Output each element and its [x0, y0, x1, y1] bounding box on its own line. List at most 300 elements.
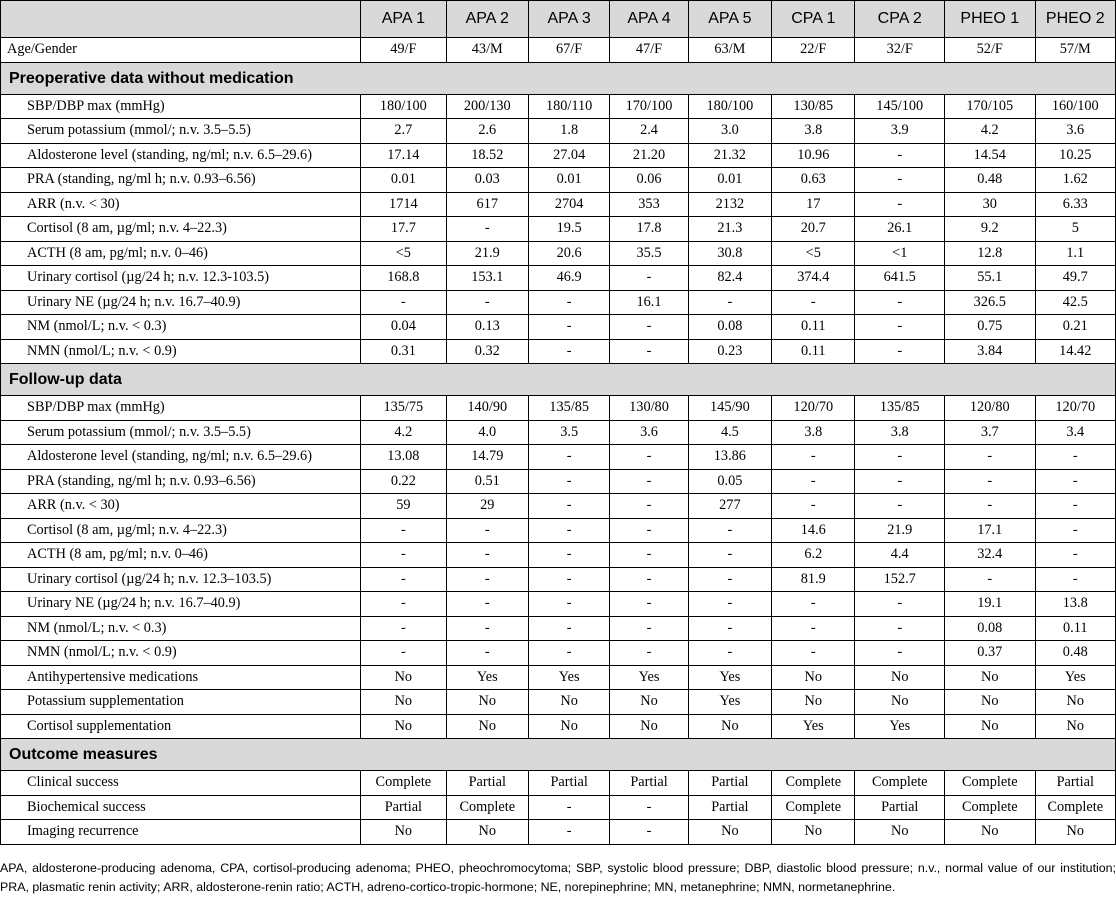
table-cell: Complete	[1035, 795, 1115, 820]
table-cell: -	[528, 616, 609, 641]
table-cell: 19.1	[945, 592, 1036, 617]
table-cell: -	[446, 641, 528, 666]
table-cell: No	[688, 820, 771, 845]
table-cell: No	[855, 665, 945, 690]
table-cell: 0.75	[945, 315, 1036, 340]
table-cell: Yes	[528, 665, 609, 690]
table-row	[1, 469, 1116, 494]
table-cell: -	[528, 445, 609, 470]
table-cell: 0.11	[772, 339, 855, 364]
table-cell: Complete	[446, 795, 528, 820]
table-cell: 1.1	[1035, 241, 1115, 266]
table-cell: -	[528, 795, 609, 820]
table-cell: 0.13	[446, 315, 528, 340]
table-cell: 35.5	[610, 241, 688, 266]
section-title: Preoperative data without medication	[1, 62, 1116, 94]
table-cell: 140/90	[446, 396, 528, 421]
row-label: Urinary NE (µg/24 h; n.v. 16.7–40.9)	[1, 290, 361, 315]
table-cell: 6.2	[772, 543, 855, 568]
table-cell: Yes	[688, 665, 771, 690]
table-cell: 130/85	[772, 94, 855, 119]
row-label: SBP/DBP max (mmHg)	[1, 396, 361, 421]
row-label: Urinary cortisol (µg/24 h; n.v. 12.3–103.5)	[1, 567, 361, 592]
table-cell: No	[446, 690, 528, 715]
table-cell: -	[772, 290, 855, 315]
table-cell: -	[610, 616, 688, 641]
table-body	[1, 38, 1116, 845]
table-cell: 30	[945, 192, 1036, 217]
table-cell: -	[361, 641, 446, 666]
table-cell: 16.1	[610, 290, 688, 315]
table-cell: <5	[361, 241, 446, 266]
table-cell: 326.5	[945, 290, 1036, 315]
table-cell: -	[772, 616, 855, 641]
table-cell: 21.9	[446, 241, 528, 266]
table-cell: 63/M	[688, 38, 771, 63]
table-cell: 81.9	[772, 567, 855, 592]
table-cell: 32/F	[855, 38, 945, 63]
row-label: NM (nmol/L; n.v. < 0.3)	[1, 315, 361, 340]
table-cell: 55.1	[945, 266, 1036, 291]
section-header-row	[1, 62, 1116, 94]
table-cell: 32.4	[945, 543, 1036, 568]
table-cell: -	[855, 592, 945, 617]
row-label: Potassium supplementation	[1, 690, 361, 715]
row-label: Aldosterone level (standing, ng/ml; n.v. 6.5–29.6)	[1, 445, 361, 470]
table-cell: 277	[688, 494, 771, 519]
table-cell: -	[528, 592, 609, 617]
table-cell: -	[1035, 543, 1115, 568]
table-cell: No	[772, 820, 855, 845]
table-cell: 145/90	[688, 396, 771, 421]
header-corner-cell	[1, 1, 361, 38]
table-cell: No	[446, 714, 528, 739]
table-cell: 20.7	[772, 217, 855, 242]
table-cell: -	[528, 518, 609, 543]
table-cell: 0.48	[1035, 641, 1115, 666]
table-cell: -	[446, 592, 528, 617]
table-cell: 0.11	[772, 315, 855, 340]
row-label: ACTH (8 am, pg/ml; n.v. 0–46)	[1, 543, 361, 568]
table-cell: No	[446, 820, 528, 845]
table-cell: 153.1	[446, 266, 528, 291]
table-cell: Complete	[945, 771, 1036, 796]
table-cell: 13.8	[1035, 592, 1115, 617]
table-cell: 0.51	[446, 469, 528, 494]
table-cell: -	[361, 543, 446, 568]
table-cell: 4.2	[945, 119, 1036, 144]
table-cell: -	[772, 494, 855, 519]
row-label: ARR (n.v. < 30)	[1, 494, 361, 519]
table-cell: -	[855, 641, 945, 666]
table-cell: 14.6	[772, 518, 855, 543]
table-row	[1, 543, 1116, 568]
table-cell: 3.5	[528, 420, 609, 445]
table-cell: -	[610, 494, 688, 519]
table-cell: No	[1035, 690, 1115, 715]
table-cell: Yes	[446, 665, 528, 690]
table-cell: Yes	[772, 714, 855, 739]
table-cell: No	[945, 665, 1036, 690]
table-cell: Complete	[772, 771, 855, 796]
table-cell: <5	[772, 241, 855, 266]
table-cell: 21.9	[855, 518, 945, 543]
table-cell: Partial	[610, 771, 688, 796]
table-cell: -	[855, 315, 945, 340]
table-cell: -	[688, 567, 771, 592]
row-label: Clinical success	[1, 771, 361, 796]
table-cell: 9.2	[945, 217, 1036, 242]
table-cell: 170/105	[945, 94, 1036, 119]
column-header: APA 5	[688, 1, 771, 38]
table-cell: -	[945, 445, 1036, 470]
table-cell: -	[528, 543, 609, 568]
table-cell: -	[528, 469, 609, 494]
table-cell: No	[361, 820, 446, 845]
table-cell: -	[688, 518, 771, 543]
table-cell: -	[610, 315, 688, 340]
table-row	[1, 641, 1116, 666]
row-label: Cortisol supplementation	[1, 714, 361, 739]
table-footnote: APA, aldosterone-producing adenoma, CPA, cortisol-producing adenoma; PHEO, pheochromocytoma; SBP, systolic blood pressure; DBP, diastolic blood pressure; n.v., normal value of our institution; PRA, plasmatic renin activity; ARR, aldosterone-renin ratio; ACTH, adreno-cortico-tropic-hormone; NE, norepinephrine; MN, metanephrine; NMN, normetanephrine.	[0, 861, 1116, 894]
column-header: CPA 2	[855, 1, 945, 38]
table-cell: -	[688, 543, 771, 568]
table-cell: 135/85	[528, 396, 609, 421]
table-cell: -	[772, 592, 855, 617]
table-cell: -	[528, 820, 609, 845]
table-cell: Complete	[772, 795, 855, 820]
table-cell: -	[610, 567, 688, 592]
table-cell: -	[855, 339, 945, 364]
table-cell: 3.6	[610, 420, 688, 445]
table-cell: -	[610, 469, 688, 494]
table-cell: 200/130	[446, 94, 528, 119]
table-cell: 49.7	[1035, 266, 1115, 291]
column-header: PHEO 1	[945, 1, 1036, 38]
table-cell: -	[1035, 494, 1115, 519]
table-cell: -	[688, 592, 771, 617]
table-cell: -	[610, 592, 688, 617]
table-cell: 120/70	[772, 396, 855, 421]
column-header: APA 3	[528, 1, 609, 38]
row-label: Imaging recurrence	[1, 820, 361, 845]
table-row	[1, 396, 1116, 421]
table-cell: No	[361, 690, 446, 715]
row-label: NMN (nmol/L; n.v. < 0.9)	[1, 339, 361, 364]
column-header: PHEO 2	[1035, 1, 1115, 38]
table-cell: 21.3	[688, 217, 771, 242]
table-cell: 17.1	[945, 518, 1036, 543]
table-cell: 3.4	[1035, 420, 1115, 445]
row-label: Serum potassium (mmol/; n.v. 3.5–5.5)	[1, 420, 361, 445]
table-cell: -	[610, 339, 688, 364]
table-cell: 19.5	[528, 217, 609, 242]
table-cell: 27.04	[528, 143, 609, 168]
table-cell: 17.7	[361, 217, 446, 242]
table-cell: 120/80	[945, 396, 1036, 421]
column-header: APA 2	[446, 1, 528, 38]
table-cell: -	[945, 469, 1036, 494]
table-cell: 22/F	[772, 38, 855, 63]
table-cell: -	[528, 290, 609, 315]
table-cell: 0.11	[1035, 616, 1115, 641]
table-row	[1, 217, 1116, 242]
table-cell: 3.6	[1035, 119, 1115, 144]
table-cell: 0.63	[772, 168, 855, 193]
table-cell: 0.31	[361, 339, 446, 364]
table-cell: -	[855, 168, 945, 193]
table-cell: Complete	[855, 771, 945, 796]
table-cell: -	[446, 290, 528, 315]
table-row	[1, 290, 1116, 315]
row-label: Cortisol (8 am, µg/ml; n.v. 4–22.3)	[1, 518, 361, 543]
row-label: SBP/DBP max (mmHg)	[1, 94, 361, 119]
table-cell: 135/85	[855, 396, 945, 421]
table-cell: Partial	[688, 795, 771, 820]
table-cell: 30.8	[688, 241, 771, 266]
table-cell: -	[610, 266, 688, 291]
row-label: Antihypertensive medications	[1, 665, 361, 690]
table-cell: 0.05	[688, 469, 771, 494]
table-cell: 0.21	[1035, 315, 1115, 340]
row-label: NMN (nmol/L; n.v. < 0.9)	[1, 641, 361, 666]
row-label: Urinary NE (µg/24 h; n.v. 16.7–40.9)	[1, 592, 361, 617]
table-cell: 130/80	[610, 396, 688, 421]
table-cell: No	[945, 690, 1036, 715]
table-cell: -	[446, 616, 528, 641]
row-label: NM (nmol/L; n.v. < 0.3)	[1, 616, 361, 641]
table-cell: 180/110	[528, 94, 609, 119]
table-row	[1, 690, 1116, 715]
table-cell: 641.5	[855, 266, 945, 291]
table-cell: No	[688, 714, 771, 739]
table-cell: 152.7	[855, 567, 945, 592]
table-cell: -	[446, 567, 528, 592]
table-row	[1, 143, 1116, 168]
table-cell: Yes	[1035, 665, 1115, 690]
table-cell: No	[528, 690, 609, 715]
table-row	[1, 795, 1116, 820]
table-cell: -	[446, 217, 528, 242]
table-cell: 59	[361, 494, 446, 519]
table-cell: 10.25	[1035, 143, 1115, 168]
table-cell: -	[855, 192, 945, 217]
table-cell: -	[855, 290, 945, 315]
table-cell: No	[1035, 714, 1115, 739]
table-row	[1, 339, 1116, 364]
table-cell: -	[528, 315, 609, 340]
table-cell: 0.06	[610, 168, 688, 193]
table-row	[1, 567, 1116, 592]
table-cell: 18.52	[446, 143, 528, 168]
table-cell: 0.01	[361, 168, 446, 193]
table-cell: Partial	[688, 771, 771, 796]
row-label: Aldosterone level (standing, ng/ml; n.v. 6.5–29.6)	[1, 143, 361, 168]
table-cell: 46.9	[528, 266, 609, 291]
table-cell: 3.0	[688, 119, 771, 144]
table-cell: 17.8	[610, 217, 688, 242]
row-label: Biochemical success	[1, 795, 361, 820]
table-cell: -	[610, 543, 688, 568]
table-cell: -	[361, 518, 446, 543]
table-cell: 0.48	[945, 168, 1036, 193]
table-cell: 21.32	[688, 143, 771, 168]
table-cell: 20.6	[528, 241, 609, 266]
column-header: CPA 1	[772, 1, 855, 38]
table-cell: -	[855, 469, 945, 494]
table-cell: -	[688, 616, 771, 641]
table-cell: -	[772, 469, 855, 494]
table-cell: No	[528, 714, 609, 739]
table-cell: 1.62	[1035, 168, 1115, 193]
table-cell: Yes	[610, 665, 688, 690]
table-cell: 4.5	[688, 420, 771, 445]
table-cell: 2.6	[446, 119, 528, 144]
table-cell: -	[855, 143, 945, 168]
table-cell: -	[446, 518, 528, 543]
row-label: PRA (standing, ng/ml h; n.v. 0.93–6.56)	[1, 168, 361, 193]
table-header	[1, 1, 1116, 38]
table-cell: 0.22	[361, 469, 446, 494]
table-cell: 3.8	[772, 420, 855, 445]
table-cell: 180/100	[688, 94, 771, 119]
table-cell: 3.9	[855, 119, 945, 144]
table-cell: 120/70	[1035, 396, 1115, 421]
table-cell: 52/F	[945, 38, 1036, 63]
table-cell: Partial	[528, 771, 609, 796]
table-cell: 2704	[528, 192, 609, 217]
table-cell: 12.8	[945, 241, 1036, 266]
row-label: Cortisol (8 am, µg/ml; n.v. 4–22.3)	[1, 217, 361, 242]
table-cell: 1714	[361, 192, 446, 217]
table-cell: 10.96	[772, 143, 855, 168]
table-cell: Partial	[446, 771, 528, 796]
table-cell: -	[772, 641, 855, 666]
header-row	[1, 1, 1116, 38]
row-label: Urinary cortisol (µg/24 h; n.v. 12.3-103.5)	[1, 266, 361, 291]
table-cell: 170/100	[610, 94, 688, 119]
table-cell: 3.8	[772, 119, 855, 144]
table-cell: 26.1	[855, 217, 945, 242]
table-row	[1, 665, 1116, 690]
row-label: ACTH (8 am, pg/ml; n.v. 0–46)	[1, 241, 361, 266]
table-row	[1, 266, 1116, 291]
table-cell: 0.01	[688, 168, 771, 193]
table-cell: -	[361, 290, 446, 315]
table-cell: Partial	[361, 795, 446, 820]
table-row	[1, 714, 1116, 739]
table-cell: -	[1035, 445, 1115, 470]
table-row	[1, 168, 1116, 193]
table-cell: -	[446, 543, 528, 568]
table-cell: 29	[446, 494, 528, 519]
table-cell: 13.86	[688, 445, 771, 470]
table-cell: -	[528, 567, 609, 592]
table-cell: 160/100	[1035, 94, 1115, 119]
table-cell: 3.8	[855, 420, 945, 445]
table-cell: Partial	[1035, 771, 1115, 796]
table-cell: 82.4	[688, 266, 771, 291]
table-cell: -	[361, 567, 446, 592]
table-cell: -	[528, 339, 609, 364]
table-cell: 17.14	[361, 143, 446, 168]
table-cell: -	[361, 592, 446, 617]
table-cell: 2.4	[610, 119, 688, 144]
table-cell: -	[855, 616, 945, 641]
table-cell: 145/100	[855, 94, 945, 119]
table-row	[1, 592, 1116, 617]
table-cell: 14.42	[1035, 339, 1115, 364]
table-cell: 0.32	[446, 339, 528, 364]
table-cell: 0.01	[528, 168, 609, 193]
table-cell: <1	[855, 241, 945, 266]
table-cell: 43/M	[446, 38, 528, 63]
table-row	[1, 494, 1116, 519]
table-cell: -	[361, 616, 446, 641]
table-cell: 21.20	[610, 143, 688, 168]
table-row	[1, 820, 1116, 845]
table-cell: 49/F	[361, 38, 446, 63]
table-cell: 6.33	[1035, 192, 1115, 217]
table-cell: 57/M	[1035, 38, 1115, 63]
column-header: APA 1	[361, 1, 446, 38]
table-cell: No	[855, 690, 945, 715]
table-cell: 4.2	[361, 420, 446, 445]
table-cell: No	[945, 714, 1036, 739]
table-row	[1, 94, 1116, 119]
table-cell: No	[361, 714, 446, 739]
table-row	[1, 616, 1116, 641]
table-cell: -	[610, 820, 688, 845]
table-cell: -	[688, 290, 771, 315]
section-title: Follow-up data	[1, 364, 1116, 396]
table-cell: No	[1035, 820, 1115, 845]
table-cell: 617	[446, 192, 528, 217]
table-cell: Yes	[688, 690, 771, 715]
table-cell: -	[1035, 567, 1115, 592]
column-header: APA 4	[610, 1, 688, 38]
table-row	[1, 445, 1116, 470]
table-cell: 67/F	[528, 38, 609, 63]
row-label: Serum potassium (mmol/; n.v. 3.5–5.5)	[1, 119, 361, 144]
table-cell: Yes	[855, 714, 945, 739]
row-label: PRA (standing, ng/ml h; n.v. 0.93–6.56)	[1, 469, 361, 494]
table-cell: 42.5	[1035, 290, 1115, 315]
table-cell: No	[361, 665, 446, 690]
table-cell: 14.79	[446, 445, 528, 470]
table-cell: 5	[1035, 217, 1115, 242]
table-row	[1, 315, 1116, 340]
row-label: ARR (n.v. < 30)	[1, 192, 361, 217]
table-cell: 0.23	[688, 339, 771, 364]
table-cell: -	[610, 445, 688, 470]
table-cell: 13.08	[361, 445, 446, 470]
table-cell: -	[610, 641, 688, 666]
table-cell: 180/100	[361, 94, 446, 119]
table-cell: -	[528, 641, 609, 666]
table-cell: No	[855, 820, 945, 845]
table-row	[1, 241, 1116, 266]
table-cell: -	[528, 494, 609, 519]
table-cell: 14.54	[945, 143, 1036, 168]
table-cell: 135/75	[361, 396, 446, 421]
table-cell: 0.08	[945, 616, 1036, 641]
table-cell: No	[772, 690, 855, 715]
table-cell: -	[772, 445, 855, 470]
table-cell: No	[772, 665, 855, 690]
table-cell: -	[688, 641, 771, 666]
table-cell: 47/F	[610, 38, 688, 63]
